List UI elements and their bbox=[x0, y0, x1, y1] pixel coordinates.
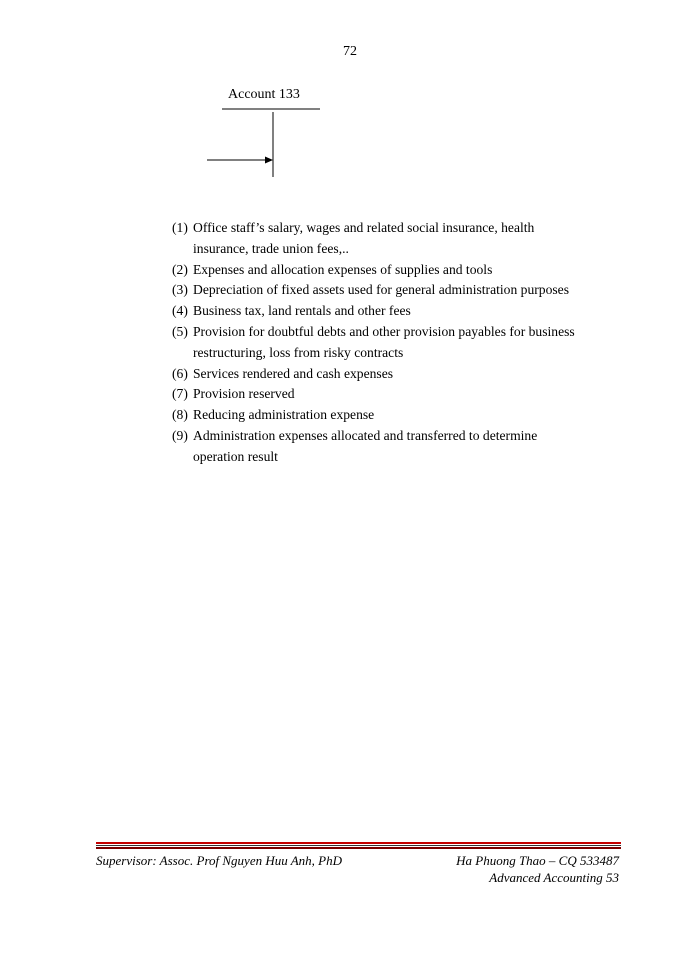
entry-line: Reducing administration expense bbox=[193, 407, 375, 423]
entry-line: restructuring, loss from risky contracts bbox=[193, 344, 404, 360]
entries-list bbox=[172, 218, 632, 468]
footer-divider bbox=[96, 847, 621, 849]
footer-divider bbox=[96, 845, 621, 846]
list-item bbox=[172, 426, 632, 468]
entry-number: (1) bbox=[172, 220, 188, 235]
entry-number: (2) bbox=[172, 261, 188, 277]
entry-number: (5) bbox=[172, 323, 188, 339]
list-item bbox=[172, 301, 632, 322]
entry-number: (6) bbox=[172, 365, 188, 381]
entry-text bbox=[193, 260, 632, 281]
entry-text bbox=[193, 405, 632, 426]
entry-text bbox=[193, 301, 632, 322]
entry-text bbox=[193, 426, 632, 468]
entry-line: Services rendered and cash expenses bbox=[193, 365, 394, 381]
t-account-diagram bbox=[0, 0, 700, 200]
entry-number: (4) bbox=[172, 303, 188, 319]
footer-divider bbox=[96, 842, 621, 844]
entry-line: Expenses and allocation expenses of supplies and tools bbox=[193, 261, 493, 277]
entry-number: (7) bbox=[172, 386, 188, 402]
list-item bbox=[172, 384, 632, 405]
entry-line: insurance, trade union fees,.. bbox=[193, 240, 349, 256]
entry-number: (3) bbox=[172, 282, 188, 298]
list-item bbox=[172, 405, 632, 426]
entry-line: Office staff’s salary, wages and related social insurance, health bbox=[193, 220, 535, 235]
entry-line: Depreciation of fixed assets used for general administration purposes bbox=[193, 282, 569, 298]
footer-course: Advanced Accounting 53 bbox=[489, 870, 619, 885]
incoming-arrow-head bbox=[265, 157, 273, 164]
footer-supervisor: Supervisor: Assoc. Prof Nguyen Huu Anh, PhD bbox=[96, 853, 343, 868]
list-item bbox=[172, 322, 632, 364]
list-item bbox=[172, 218, 632, 260]
entry-line: Provision reserved bbox=[193, 386, 295, 402]
entry-line: Administration expenses allocated and transferred to determine bbox=[193, 427, 538, 443]
footer-author-block bbox=[456, 852, 619, 886]
entry-line: Provision for doubtful debts and other provision payables for business bbox=[193, 323, 575, 339]
entry-text bbox=[193, 280, 632, 301]
entry-text bbox=[193, 218, 632, 260]
list-item bbox=[172, 260, 632, 281]
list-item bbox=[172, 364, 632, 385]
footer-author: Ha Phuong Thao – CQ 533487 bbox=[456, 853, 619, 868]
account-title: Account 133 bbox=[228, 87, 300, 102]
page-number: 72 bbox=[343, 44, 357, 59]
entry-text bbox=[193, 322, 632, 364]
entry-line: operation result bbox=[193, 448, 278, 464]
entry-text bbox=[193, 364, 632, 385]
entry-text bbox=[193, 384, 632, 405]
list-item bbox=[172, 280, 632, 301]
entry-number: (9) bbox=[172, 427, 188, 443]
entry-line: Business tax, land rentals and other fees bbox=[193, 303, 411, 319]
entry-number: (8) bbox=[172, 407, 188, 423]
